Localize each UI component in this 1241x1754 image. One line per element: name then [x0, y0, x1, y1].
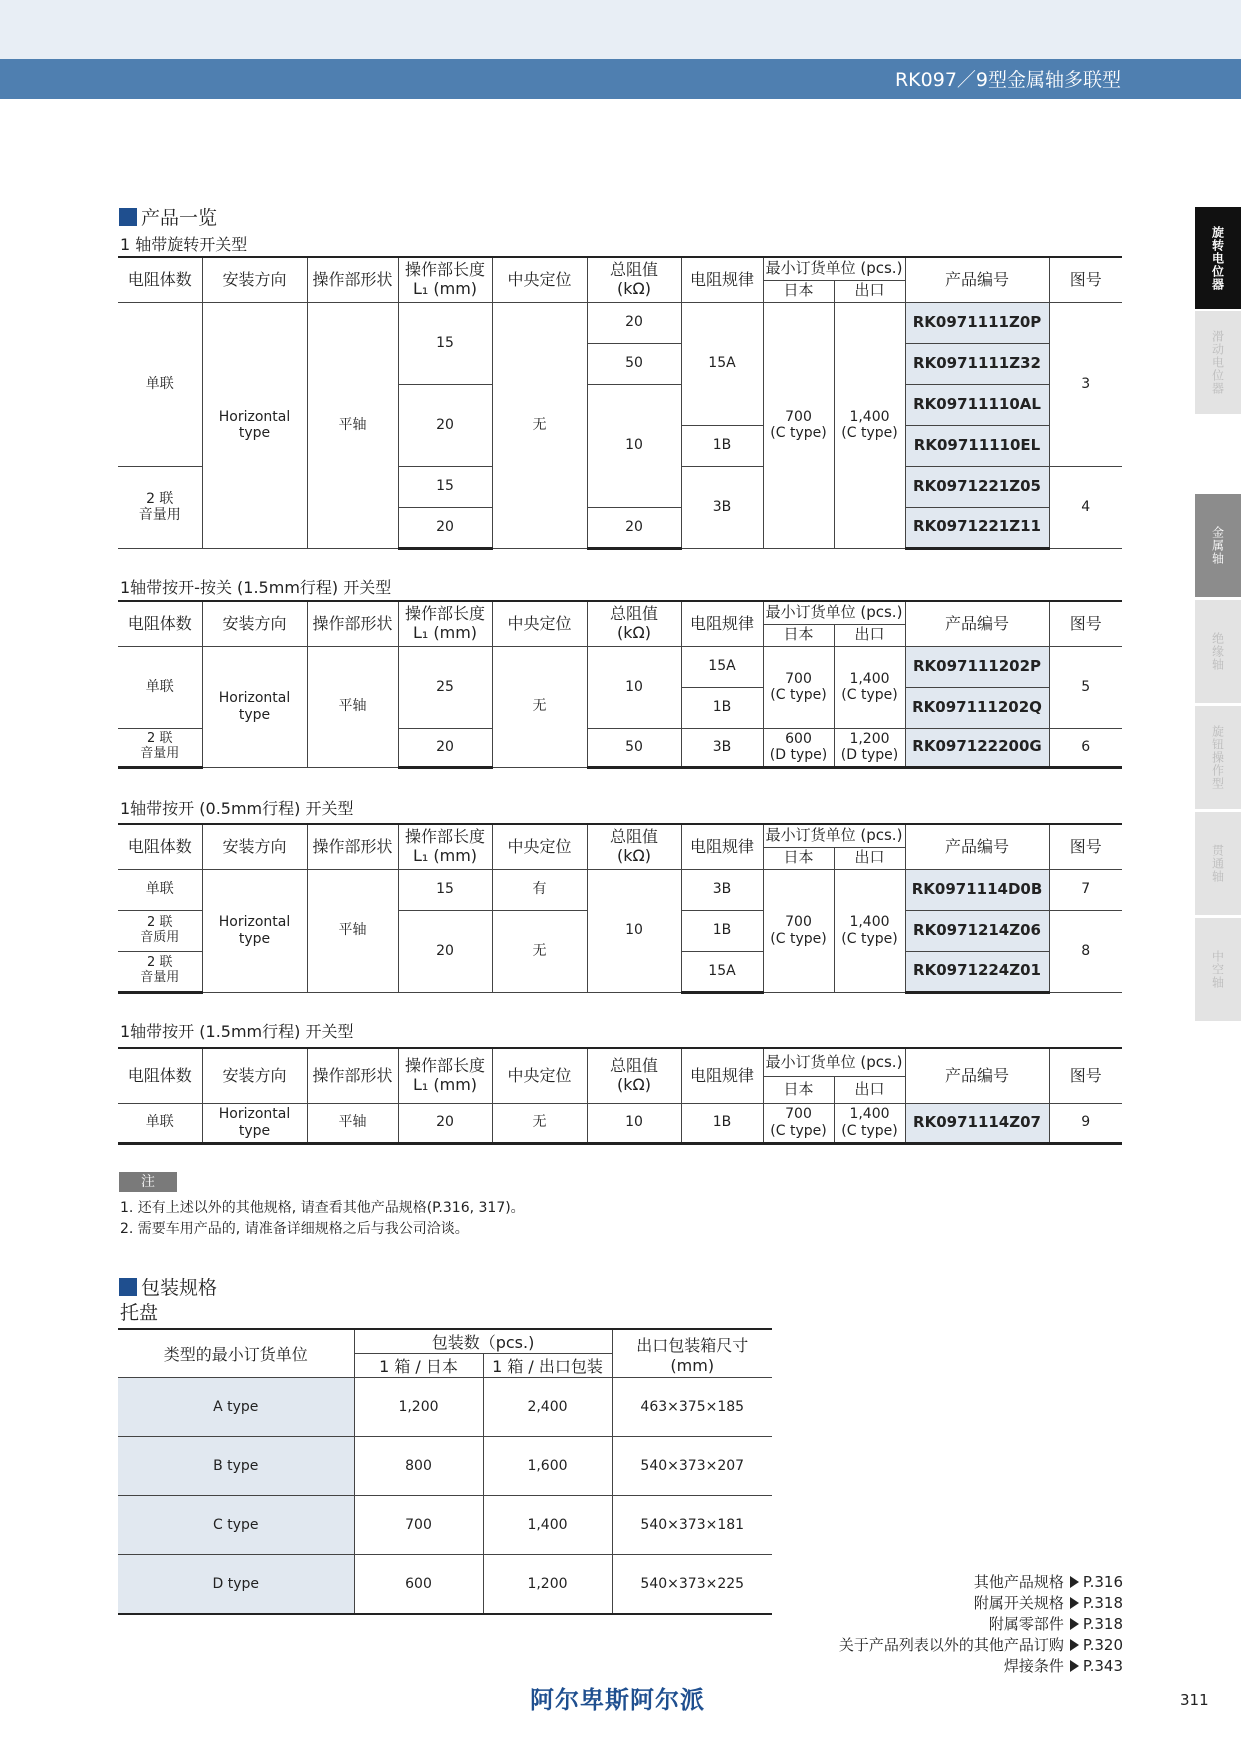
- cell-moq-japan: 700 (C type): [763, 302, 834, 548]
- cell-resistance: 10: [587, 646, 681, 728]
- pack-qty-export: 2,400: [483, 1378, 612, 1437]
- col-header-units: 电阻体数: [118, 601, 202, 646]
- pack-qty-japan: 600: [354, 1555, 483, 1614]
- col-header-moq: 最小订货单位 (pcs.): [763, 601, 905, 624]
- cell-mounting: Horizontal type: [202, 869, 307, 992]
- cell-length: 15: [398, 302, 492, 384]
- pack-size: 540×373×225: [612, 1555, 772, 1614]
- part-number: RK0971114D0B: [905, 869, 1049, 910]
- side-tab-rotary[interactable]: 旋转电位器: [1195, 207, 1241, 309]
- col-header-part-number: 产品编号: [905, 1048, 1049, 1103]
- cell-figure: 6: [1049, 728, 1122, 767]
- pack-type: A type: [118, 1378, 354, 1437]
- note-line-2: 2. 需要车用产品的, 请准备详细规格之后与我公司洽谈。: [120, 1221, 469, 1237]
- cell-moq-export: 1,400 (C type): [834, 869, 905, 992]
- cell-shape: 平轴: [307, 302, 398, 548]
- col-header-units: 电阻体数: [118, 824, 202, 869]
- col-header-box-japan: 1 箱 / 日本: [354, 1354, 483, 1378]
- cell-shape: 平轴: [307, 869, 398, 992]
- cell-single: 单联: [118, 302, 202, 466]
- col-header-shape: 操作部形状: [307, 824, 398, 869]
- cell-center: 无: [492, 910, 587, 992]
- cell-taper: 1B: [681, 910, 763, 951]
- cell-length: 20: [398, 910, 492, 992]
- brand-logo: 阿尔卑斯阿尔派: [530, 1686, 705, 1714]
- cell-length: 20: [398, 507, 492, 548]
- cell-dual: 2 联 音量用: [118, 466, 202, 548]
- cell-moq-japan: 700 (C type): [763, 869, 834, 992]
- part-number: RK0971221Z11: [905, 507, 1049, 548]
- table-push-on-15mm: [118, 1047, 1122, 1145]
- part-number: RK0971224Z01: [905, 951, 1049, 992]
- cell-length: 20: [398, 384, 492, 466]
- table3-title: 1轴带按开 (0.5mm行程) 开关型: [120, 799, 354, 818]
- pack-type: C type: [118, 1496, 354, 1555]
- header-bar: [0, 59, 1241, 99]
- col-header-moq: 最小订货单位 (pcs.): [763, 257, 905, 280]
- cell-single: 单联: [118, 869, 202, 910]
- col-header-resistance: 总阻值 (kΩ): [587, 824, 681, 869]
- col-header-mounting: 安装方向: [202, 824, 307, 869]
- cell-dual-volume: 2 联 音量用: [118, 951, 202, 992]
- col-header-center: 中央定位: [492, 824, 587, 869]
- col-header-taper: 电阻规律: [681, 257, 763, 302]
- col-header-shape: 操作部形状: [307, 257, 398, 302]
- note-badge: 注: [119, 1172, 177, 1192]
- cell-resistance: 20: [587, 507, 681, 548]
- link-switch-specs[interactable]: 附属开关规格 P.318: [973, 1594, 1123, 1612]
- col-header-figure: 图号: [1049, 601, 1122, 646]
- col-header-length: 操作部长度 L₁ (mm): [398, 824, 492, 869]
- page-number: 311: [1180, 1691, 1209, 1709]
- col-header-part-number: 产品编号: [905, 601, 1049, 646]
- part-number: RK097111202P: [905, 646, 1049, 687]
- cell-resistance: 20: [587, 302, 681, 343]
- col-header-mounting: 安装方向: [202, 601, 307, 646]
- reference-links: [839, 1572, 1123, 1677]
- cell-taper: 3B: [681, 466, 763, 548]
- cell-length: 25: [398, 646, 492, 728]
- col-header-japan: 日本: [763, 847, 834, 869]
- col-header-units: 电阻体数: [118, 257, 202, 302]
- side-tab-hollow-shaft[interactable]: 中空轴: [1195, 918, 1241, 1021]
- side-tab-metal-shaft[interactable]: 金属轴: [1195, 494, 1241, 597]
- link-other-specs[interactable]: 其他产品规格 P.316: [973, 1573, 1123, 1591]
- cell-center: 无: [492, 646, 587, 767]
- col-header-mounting: 安装方向: [202, 1048, 307, 1103]
- col-header-center: 中央定位: [492, 601, 587, 646]
- col-header-mounting: 安装方向: [202, 257, 307, 302]
- col-header-qty: 包装数（pcs.): [354, 1329, 612, 1354]
- arrow-right-icon: [1070, 1639, 1079, 1651]
- side-tab-knob[interactable]: 旋钮操作型: [1195, 706, 1241, 809]
- pack-qty-japan: 800: [354, 1437, 483, 1496]
- cell-mounting: Horizontal type: [202, 646, 307, 767]
- cell-length: 15: [398, 869, 492, 910]
- col-header-units: 电阻体数: [118, 1048, 202, 1103]
- part-number: RK09711110AL: [905, 384, 1049, 425]
- col-header-japan: 日本: [763, 280, 834, 302]
- col-header-box-size: 出口包装箱尺寸 (mm): [612, 1329, 772, 1378]
- part-number: RK0971114Z07: [905, 1103, 1049, 1143]
- pack-type: B type: [118, 1437, 354, 1496]
- cell-moq-japan: 700 (C type): [763, 1103, 834, 1143]
- table2-title: 1轴带按开-按关 (1.5mm行程) 开关型: [120, 578, 392, 597]
- table-push-on-05mm: [118, 823, 1122, 994]
- arrow-right-icon: [1070, 1597, 1079, 1609]
- link-accessories[interactable]: 附属零部件 P.318: [988, 1615, 1123, 1633]
- cell-length: 20: [398, 1103, 492, 1143]
- cell-resistance: 10: [587, 869, 681, 992]
- cell-center: 有: [492, 869, 587, 910]
- cell-figure: 8: [1049, 910, 1122, 992]
- pack-qty-export: 1,400: [483, 1496, 612, 1555]
- col-header-taper: 电阻规律: [681, 824, 763, 869]
- link-soldering[interactable]: 焊接条件 P.343: [1003, 1657, 1123, 1675]
- col-header-center: 中央定位: [492, 1048, 587, 1103]
- cell-length: 15: [398, 466, 492, 507]
- part-number: RK0971111Z0P: [905, 302, 1049, 343]
- cell-taper: 3B: [681, 869, 763, 910]
- pack-size: 540×373×181: [612, 1496, 772, 1555]
- col-header-taper: 电阻规律: [681, 1048, 763, 1103]
- table-rotary-switch: [118, 256, 1122, 550]
- note-line-1: 1. 还有上述以外的其他规格, 请查看其他产品规格(P.316, 317)。: [120, 1200, 525, 1216]
- col-header-box-export: 1 箱 / 出口包装: [483, 1354, 612, 1378]
- cell-shape: 平轴: [307, 1103, 398, 1143]
- section-title-text: 包装规格: [141, 1277, 218, 1299]
- packaging-subtitle: 托盘: [120, 1302, 159, 1324]
- part-number: RK0971214Z06: [905, 910, 1049, 951]
- cell-taper: 15A: [681, 951, 763, 992]
- pack-qty-japan: 1,200: [354, 1378, 483, 1437]
- col-header-resistance: 总阻值 (kΩ): [587, 1048, 681, 1103]
- cell-moq-export: 1,400 (C type): [834, 646, 905, 728]
- arrow-right-icon: [1070, 1576, 1079, 1588]
- link-other-orders[interactable]: 关于产品列表以外的其他产品订购 P.320: [838, 1636, 1123, 1654]
- cell-resistance: 50: [587, 728, 681, 767]
- section-title-text: 产品一览: [141, 207, 218, 229]
- cell-moq-export: 1,400 (C type): [834, 1103, 905, 1143]
- col-header-part-number: 产品编号: [905, 257, 1049, 302]
- col-header-length: 操作部长度 L₁ (mm): [398, 257, 492, 302]
- col-header-figure: 图号: [1049, 257, 1122, 302]
- cell-dual: 2 联 音量用: [118, 728, 202, 767]
- cell-figure: 4: [1049, 466, 1122, 548]
- col-header-japan: 日本: [763, 1076, 834, 1103]
- cell-moq-japan: 600 (D type): [763, 728, 834, 767]
- part-number: RK097111202Q: [905, 687, 1049, 728]
- section-marker-icon: [119, 208, 137, 226]
- table1-title: 1 轴带旋转开关型: [120, 235, 248, 254]
- col-header-center: 中央定位: [492, 257, 587, 302]
- cell-resistance: 50: [587, 343, 681, 384]
- cell-taper: 3B: [681, 728, 763, 767]
- col-header-japan: 日本: [763, 624, 834, 646]
- col-header-figure: 图号: [1049, 824, 1122, 869]
- part-number: RK0971221Z05: [905, 466, 1049, 507]
- table-push-on-push-off: [118, 600, 1122, 769]
- col-header-type: 类型的最小订货单位: [118, 1329, 354, 1378]
- cell-figure: 5: [1049, 646, 1122, 728]
- top-band: [0, 0, 1241, 59]
- col-header-moq: 最小订货单位 (pcs.): [763, 1048, 905, 1076]
- cell-figure: 3: [1049, 302, 1122, 466]
- part-number: RK09711110EL: [905, 425, 1049, 466]
- col-header-shape: 操作部形状: [307, 601, 398, 646]
- cell-taper: 1B: [681, 1103, 763, 1143]
- section-title-packaging: [119, 1273, 217, 1300]
- header-title: RK097／9型金属轴多联型: [894, 69, 1121, 91]
- cell-figure: 7: [1049, 869, 1122, 910]
- cell-center: 无: [492, 302, 587, 548]
- col-header-resistance: 总阻值 (kΩ): [587, 257, 681, 302]
- packaging-table: [118, 1328, 772, 1615]
- cell-moq-export: 1,400 (C type): [834, 302, 905, 548]
- table4-title: 1轴带按开 (1.5mm行程) 开关型: [120, 1022, 354, 1041]
- arrow-right-icon: [1070, 1660, 1079, 1672]
- cell-shape: 平轴: [307, 646, 398, 767]
- side-tab-through-shaft[interactable]: 贯通轴: [1195, 812, 1241, 915]
- col-header-export: 出口: [834, 624, 905, 646]
- cell-center: 无: [492, 1103, 587, 1143]
- col-header-part-number: 产品编号: [905, 824, 1049, 869]
- col-header-resistance: 总阻值 (kΩ): [587, 601, 681, 646]
- part-number: RK0971111Z32: [905, 343, 1049, 384]
- cell-resistance: 10: [587, 1103, 681, 1143]
- pack-qty-japan: 700: [354, 1496, 483, 1555]
- pack-size: 463×375×185: [612, 1378, 772, 1437]
- col-header-moq: 最小订货单位 (pcs.): [763, 824, 905, 847]
- cell-moq-export: 1,200 (D type): [834, 728, 905, 767]
- cell-dual-tone: 2 联 音质用: [118, 910, 202, 951]
- col-header-shape: 操作部形状: [307, 1048, 398, 1103]
- side-tab-insulated-shaft[interactable]: 绝缘轴: [1195, 600, 1241, 703]
- cell-single: 单联: [118, 1103, 202, 1143]
- pack-type: D type: [118, 1555, 354, 1614]
- col-header-figure: 图号: [1049, 1048, 1122, 1103]
- cell-taper: 1B: [681, 425, 763, 466]
- arrow-right-icon: [1070, 1618, 1079, 1630]
- cell-taper: 15A: [681, 646, 763, 687]
- cell-moq-japan: 700 (C type): [763, 646, 834, 728]
- side-tab-slide[interactable]: 滑动电位器: [1195, 311, 1241, 414]
- cell-figure: 9: [1049, 1103, 1122, 1143]
- col-header-length: 操作部长度 L₁ (mm): [398, 1048, 492, 1103]
- pack-qty-export: 1,200: [483, 1555, 612, 1614]
- cell-single: 单联: [118, 646, 202, 728]
- cell-resistance: 10: [587, 384, 681, 507]
- part-number: RK097122200G: [905, 728, 1049, 767]
- section-marker-icon: [119, 1278, 137, 1296]
- col-header-export: 出口: [834, 1076, 905, 1103]
- cell-mounting: Horizontal type: [202, 302, 307, 548]
- cell-taper: 15A: [681, 302, 763, 425]
- cell-taper: 1B: [681, 687, 763, 728]
- col-header-length: 操作部长度 L₁ (mm): [398, 601, 492, 646]
- cell-mounting: Horizontal type: [202, 1103, 307, 1143]
- section-title-products: [119, 203, 217, 230]
- col-header-taper: 电阻规律: [681, 601, 763, 646]
- pack-qty-export: 1,600: [483, 1437, 612, 1496]
- col-header-export: 出口: [834, 847, 905, 869]
- col-header-export: 出口: [834, 280, 905, 302]
- pack-size: 540×373×207: [612, 1437, 772, 1496]
- cell-length: 20: [398, 728, 492, 767]
